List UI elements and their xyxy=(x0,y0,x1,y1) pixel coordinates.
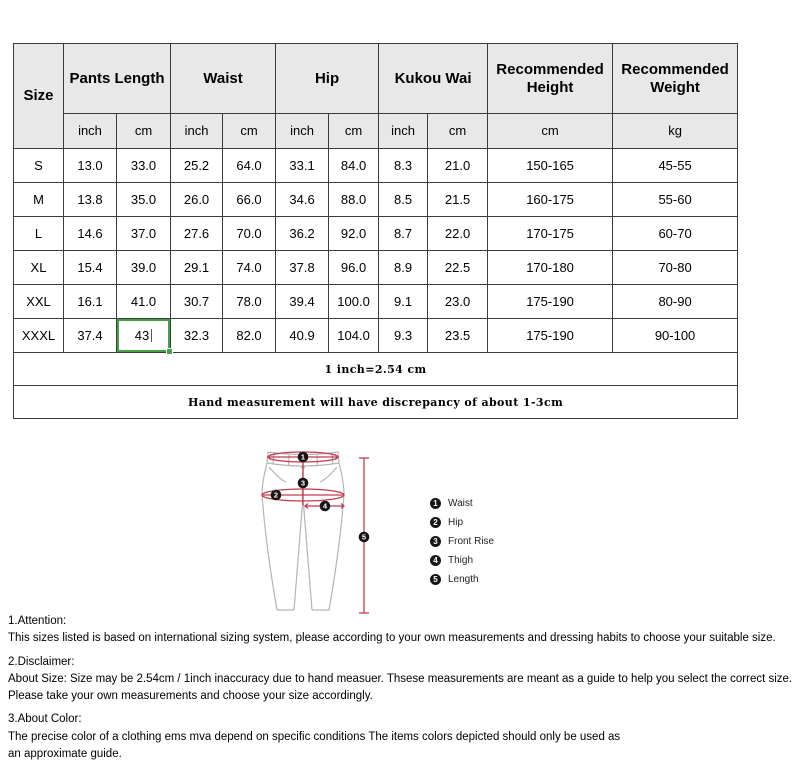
legend-item-front-rise xyxy=(430,532,494,551)
marker-waist xyxy=(298,452,309,463)
section-title: 3.About Color: xyxy=(8,713,82,726)
size-cell[interactable]: L xyxy=(14,217,64,251)
data-cell[interactable]: 88.0 xyxy=(329,183,379,217)
data-cell[interactable]: 35.0 xyxy=(117,183,171,217)
data-cell[interactable]: 32.3 xyxy=(171,319,223,353)
col-header-size: Size xyxy=(14,44,64,149)
section-line: About Size: Size may be 2.54cm / 1inch inaccuracy due to hand measuer. Thsese measurements are meant as a guide to help you select the correct size. xyxy=(8,672,792,685)
data-cell[interactable]: 30.7 xyxy=(171,285,223,319)
measurement-discrepancy-note: Hand measurement will have discrepancy of about 1-3cm xyxy=(14,386,738,419)
data-cell[interactable]: 84.0 xyxy=(329,149,379,183)
info-sections xyxy=(8,613,792,769)
size-cell[interactable]: XL xyxy=(14,251,64,285)
data-cell[interactable]: 33.0 xyxy=(117,149,171,183)
col-header-kukou-wai: Kukou Wai xyxy=(379,44,488,114)
unit-cell: cm xyxy=(117,114,171,149)
data-cell[interactable]: 90-100 xyxy=(613,319,738,353)
data-cell[interactable]: 8.5 xyxy=(379,183,428,217)
col-header-recommended-height: Recommended Height xyxy=(488,44,613,114)
data-cell[interactable]: 66.0 xyxy=(223,183,276,217)
data-cell[interactable]: 8.7 xyxy=(379,217,428,251)
col-header-pants-length: Pants Length xyxy=(64,44,171,114)
data-cell[interactable]: 34.6 xyxy=(276,183,329,217)
data-cell[interactable]: 70.0 xyxy=(223,217,276,251)
circled-number-icon: 4 xyxy=(430,555,441,566)
header-row-units xyxy=(14,114,738,149)
unit-cell: cm xyxy=(488,114,613,149)
section-line: Please take your own measurements and choose your size accordingly. xyxy=(8,690,373,703)
circled-number-icon: 5 xyxy=(430,574,441,585)
data-cell[interactable]: 100.0 xyxy=(329,285,379,319)
inch-conversion-note: 1 inch=2.54 cm xyxy=(14,353,738,386)
editing-cell[interactable] xyxy=(117,319,171,353)
data-cell[interactable]: 80-90 xyxy=(613,285,738,319)
data-cell[interactable]: 92.0 xyxy=(329,217,379,251)
data-cell[interactable]: 25.2 xyxy=(171,149,223,183)
marker-length xyxy=(359,532,370,543)
data-cell[interactable]: 13.0 xyxy=(64,149,117,183)
col-header-waist: Waist xyxy=(171,44,276,114)
size-cell[interactable]: S xyxy=(14,149,64,183)
marker-hip xyxy=(271,490,282,501)
table-note-row xyxy=(14,353,738,386)
legend-item-waist xyxy=(430,494,494,513)
data-cell[interactable]: 8.3 xyxy=(379,149,428,183)
data-cell[interactable]: 9.1 xyxy=(379,285,428,319)
svg-text:2: 2 xyxy=(273,490,279,500)
data-cell[interactable]: 55-60 xyxy=(613,183,738,217)
svg-text:4: 4 xyxy=(322,501,328,511)
fill-handle[interactable] xyxy=(166,348,173,355)
marker-front-rise xyxy=(298,478,309,489)
text-cursor xyxy=(151,329,152,342)
table-row xyxy=(14,319,738,353)
unit-cell: cm xyxy=(223,114,276,149)
table-row xyxy=(14,183,738,217)
data-cell[interactable]: 37.8 xyxy=(276,251,329,285)
circled-number-icon: 3 xyxy=(430,536,441,547)
data-cell[interactable]: 22.0 xyxy=(428,217,488,251)
data-cell[interactable]: 104.0 xyxy=(329,319,379,353)
unit-cell: inch xyxy=(379,114,428,149)
data-cell[interactable]: 82.0 xyxy=(223,319,276,353)
about-color-section xyxy=(8,711,792,763)
data-cell[interactable]: 74.0 xyxy=(223,251,276,285)
circled-number-icon: 2 xyxy=(430,517,441,528)
data-cell[interactable]: 33.1 xyxy=(276,149,329,183)
data-cell[interactable]: 37.4 xyxy=(64,319,117,353)
attention-section xyxy=(8,613,792,648)
size-cell[interactable]: M xyxy=(14,183,64,217)
svg-text:3: 3 xyxy=(300,478,306,488)
legend-label: Hip xyxy=(448,517,464,528)
data-cell[interactable]: 41.0 xyxy=(117,285,171,319)
size-cell[interactable]: XXL xyxy=(14,285,64,319)
data-cell[interactable]: 8.9 xyxy=(379,251,428,285)
svg-text:5: 5 xyxy=(361,532,367,542)
data-cell[interactable]: 21.0 xyxy=(428,149,488,183)
data-cell[interactable]: 70-80 xyxy=(613,251,738,285)
data-cell[interactable]: 170-180 xyxy=(488,251,613,285)
section-title: 1.Attention: xyxy=(8,615,67,627)
data-cell[interactable]: 150-165 xyxy=(488,149,613,183)
legend-item-thigh xyxy=(430,551,494,570)
legend-item-hip xyxy=(430,513,494,532)
section-title: 2.Disclaimer: xyxy=(8,655,75,668)
section-line: This sizes listed is based on international sizing system, please according to your own measurements and dressing habits to choose your suitable size. xyxy=(8,632,776,645)
col-header-hip: Hip xyxy=(276,44,379,114)
data-cell[interactable]: 16.1 xyxy=(64,285,117,319)
section-line: The precise color of a clothing ems mva depend on specific conditions The items colors depicted should only be used as xyxy=(8,730,621,743)
size-table-body xyxy=(14,149,738,353)
data-cell[interactable]: 21.5 xyxy=(428,183,488,217)
table-row xyxy=(14,149,738,183)
data-cell[interactable]: 45-55 xyxy=(613,149,738,183)
unit-cell: kg xyxy=(613,114,738,149)
data-cell[interactable]: 60-70 xyxy=(613,217,738,251)
data-cell[interactable]: 36.2 xyxy=(276,217,329,251)
data-cell[interactable]: 39.0 xyxy=(117,251,171,285)
circled-number-icon: 1 xyxy=(430,498,441,509)
unit-cell: inch xyxy=(64,114,117,149)
diagram-legend xyxy=(430,494,494,589)
data-cell[interactable]: 22.5 xyxy=(428,251,488,285)
table-note-row xyxy=(14,386,738,419)
data-cell[interactable]: 39.4 xyxy=(276,285,329,319)
data-cell[interactable]: 9.3 xyxy=(379,319,428,353)
data-cell[interactable]: 160-175 xyxy=(488,183,613,217)
data-cell[interactable]: 27.6 xyxy=(171,217,223,251)
data-cell[interactable]: 175-190 xyxy=(488,285,613,319)
data-cell[interactable]: 13.8 xyxy=(64,183,117,217)
unit-cell: cm xyxy=(329,114,379,149)
header-row-main xyxy=(14,44,738,114)
size-cell[interactable]: XXXL xyxy=(14,319,64,353)
data-cell[interactable]: 23.0 xyxy=(428,285,488,319)
table-row xyxy=(14,285,738,319)
disclaimer-section xyxy=(8,654,792,706)
pants-measurement-diagram xyxy=(255,437,379,619)
unit-cell: inch xyxy=(171,114,223,149)
table-row xyxy=(14,251,738,285)
data-cell[interactable]: 29.1 xyxy=(171,251,223,285)
data-cell[interactable]: 64.0 xyxy=(223,149,276,183)
col-header-recommended-weight: Recommended Weight xyxy=(613,44,738,114)
editing-cell-value: 43 xyxy=(134,328,150,343)
legend-label: Waist xyxy=(448,498,473,509)
svg-text:1: 1 xyxy=(300,452,306,462)
section-line: an approximate guide. xyxy=(8,748,122,761)
data-cell[interactable]: 175-190 xyxy=(488,319,613,353)
legend-item-length xyxy=(430,570,494,589)
data-cell[interactable]: 40.9 xyxy=(276,319,329,353)
legend-label: Length xyxy=(448,574,479,585)
data-cell[interactable]: 170-175 xyxy=(488,217,613,251)
data-cell[interactable]: 14.6 xyxy=(64,217,117,251)
data-cell[interactable]: 15.4 xyxy=(64,251,117,285)
marker-thigh xyxy=(320,501,331,512)
data-cell[interactable]: 26.0 xyxy=(171,183,223,217)
table-row xyxy=(14,217,738,251)
legend-label: Thigh xyxy=(448,555,474,566)
unit-cell: inch xyxy=(276,114,329,149)
data-cell[interactable]: 96.0 xyxy=(329,251,379,285)
unit-cell: cm xyxy=(428,114,488,149)
data-cell[interactable]: 37.0 xyxy=(117,217,171,251)
legend-label: Front Rise xyxy=(448,536,495,547)
data-cell[interactable]: 78.0 xyxy=(223,285,276,319)
data-cell[interactable]: 23.5 xyxy=(428,319,488,353)
size-table xyxy=(13,43,738,419)
